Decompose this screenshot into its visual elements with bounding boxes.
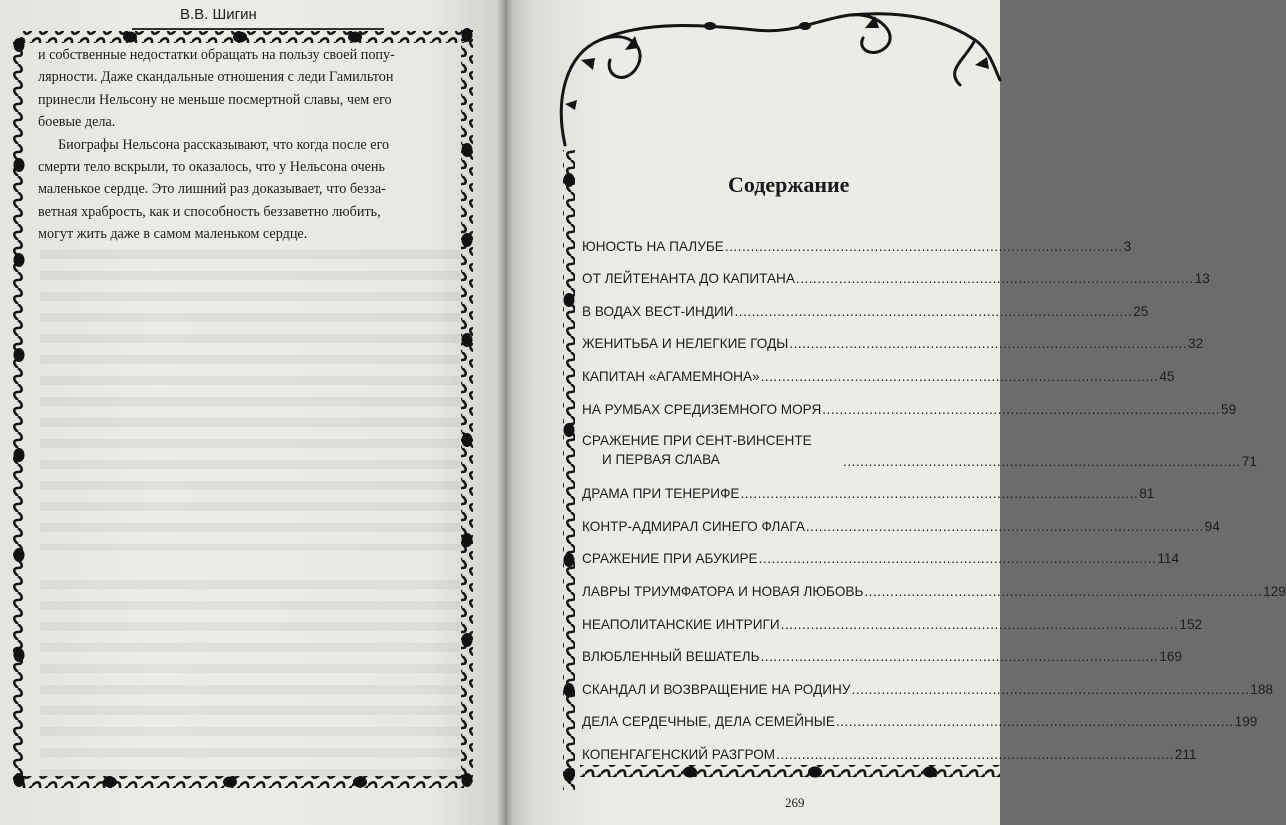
toc-entry-title <box>582 431 842 469</box>
toc-entry-page: 129 <box>1263 583 1286 599</box>
toc-entry-page: 199 <box>1234 714 1258 730</box>
toc-entry <box>582 697 1258 730</box>
toc-leader-dots: ............................................................................................. <box>789 336 1188 352</box>
toc-entry-title: НЕАПОЛИТАНСКИЕ ИНТРИГИ <box>582 616 780 632</box>
toc-entry-page: 32 <box>1188 336 1204 352</box>
text-line: лярности. Даже скандальные отношения с леди Гамильтон <box>38 69 394 86</box>
toc-entry-title: СРАЖЕНИЕ ПРИ АБУКИРЕ <box>582 551 758 567</box>
toc-title: Содержание <box>728 172 850 197</box>
toc-leader-dots: ............................................................................................. <box>740 486 1139 502</box>
paragraph-1 <box>38 44 458 134</box>
toc-entry <box>582 534 1180 567</box>
toc-entry-title: ЮНОСТЬ НА ПАЛУБЕ <box>582 238 724 254</box>
text-line: принесли Нельсону не меньше посмертной славы, чем его <box>38 91 392 108</box>
toc-entry <box>582 286 1149 319</box>
toc-leader-dots: ............................................................................................. <box>724 238 1123 254</box>
running-head: В.В. Шигин <box>180 6 257 23</box>
toc-leader-dots: ............................................................................................. <box>776 746 1174 762</box>
toc-entry-title: НА РУМБАХ СРЕДИЗЕМНОГО МОРЯ <box>582 401 822 417</box>
toc-entry <box>582 221 1132 254</box>
toc-entry <box>582 632 1182 665</box>
toc-entry <box>582 351 1175 384</box>
toc-leader-dots: ............................................................................................. <box>822 401 1221 417</box>
toc-entry-title: ВЛЮБЛЕННЫЙ ВЕШАТЕЛЬ <box>582 649 760 665</box>
toc-leader-dots: ............................................................................................. <box>795 271 1194 287</box>
text-line: и собственные недостатки обращать на пользу своей попу- <box>38 47 395 63</box>
toc-entry-page: 188 <box>1250 681 1273 697</box>
left-page <box>0 0 505 825</box>
page-number: 269 <box>785 795 805 810</box>
toc-entry-title: КАПИТАН «АГАМЕМНОНА» <box>582 368 760 384</box>
toc-entry-page: 81 <box>1139 486 1155 502</box>
toc-entry-title-line-1: СРАЖЕНИЕ ПРИ СЕНТ-ВИНСЕНТЕ <box>582 432 812 448</box>
text-line: Биографы Нельсона рассказывают, что когда после его <box>58 136 390 153</box>
toc-leader-dots: ............................................................................................. <box>843 453 1241 469</box>
toc-entry-page: 45 <box>1159 368 1175 384</box>
text-line: боевые дела. <box>38 114 116 131</box>
toc-leader-dots: ............................................................................................. <box>758 551 1157 567</box>
toc-entry-page: 169 <box>1159 649 1182 665</box>
paragraph-2 <box>38 134 458 246</box>
toc-leader-dots: ............................................................................................. <box>760 368 1159 384</box>
toc-entry-page: 25 <box>1133 303 1149 319</box>
toc-entry-title: КОНТР-АДМИРАЛ СИНЕГО ФЛАГА <box>582 518 805 534</box>
toc-entry <box>582 469 1155 502</box>
toc-entry-title-line-2: И ПЕРВАЯ СЛАВА <box>602 451 720 467</box>
text-line: могут жить даже в самом маленьком сердце. <box>38 226 308 243</box>
toc-entry-page: 94 <box>1204 518 1220 534</box>
toc-entry-page: 59 <box>1221 401 1237 417</box>
toc-entry <box>582 729 1197 762</box>
toc-entry-title: КОПЕНГАГЕНСКИЙ РАЗГРОМ <box>582 746 776 762</box>
text-line: ветная храбрость, как и способность беззаветно любить, <box>38 203 381 220</box>
toc-entry <box>582 319 1204 352</box>
table-of-contents <box>582 221 1286 762</box>
toc-entry-title: ОТ ЛЕЙТЕНАНТА ДО КАПИТАНА <box>582 271 795 287</box>
toc-entry-title: ДЕЛА СЕРДЕЧНЫЕ, ДЕЛА СЕМЕЙНЫЕ <box>582 714 835 730</box>
text-line: маленькое сердце. Это лишний раз доказывает, что беззa- <box>38 181 386 198</box>
toc-entry-page: 211 <box>1174 746 1197 762</box>
toc-entry <box>582 384 1237 417</box>
toc-leader-dots: ............................................................................................. <box>760 649 1159 665</box>
toc-entry-title: В ВОДАХ ВЕСТ-ИНДИИ <box>582 303 734 319</box>
toc-leader-dots: ............................................................................................. <box>734 303 1133 319</box>
toc-entry <box>582 417 1257 469</box>
left-page-body-text <box>38 44 458 246</box>
toc-entry <box>582 664 1273 697</box>
toc-leader-dots: ............................................................................................. <box>805 518 1204 534</box>
toc-leader-dots: ............................................................................................. <box>835 714 1234 730</box>
toc-leader-dots: ............................................................................................. <box>780 616 1179 632</box>
toc-entry-title: ЖЕНИТЬБА И НЕЛЕГКИЕ ГОДЫ <box>582 336 789 352</box>
toc-entry <box>582 566 1286 599</box>
toc-entry-page: 114 <box>1157 551 1180 567</box>
toc-entry-page: 3 <box>1123 238 1132 254</box>
toc-leader-dots: ............................................................................................. <box>851 681 1250 697</box>
toc-entry-page: 71 <box>1241 453 1257 469</box>
toc-entry-page: 13 <box>1194 271 1210 287</box>
toc-entry <box>582 501 1220 534</box>
toc-leader-dots: ............................................................................................. <box>864 583 1263 599</box>
toc-entry <box>582 599 1203 632</box>
toc-entry-title: ДРАМА ПРИ ТЕНЕРИФЕ <box>582 486 740 502</box>
toc-entry-title: СКАНДАЛ И ВОЗВРАЩЕНИЕ НА РОДИНУ <box>582 681 851 697</box>
toc-entry-page: 152 <box>1179 616 1203 632</box>
text-line: смерти тело вскрыли, то оказалось, что у Нельсона очень <box>38 159 385 176</box>
toc-entry <box>582 254 1210 287</box>
toc-entry-title: ЛАВРЫ ТРИУМФАТОРА И НОВАЯ ЛЮБОВЬ <box>582 583 864 599</box>
